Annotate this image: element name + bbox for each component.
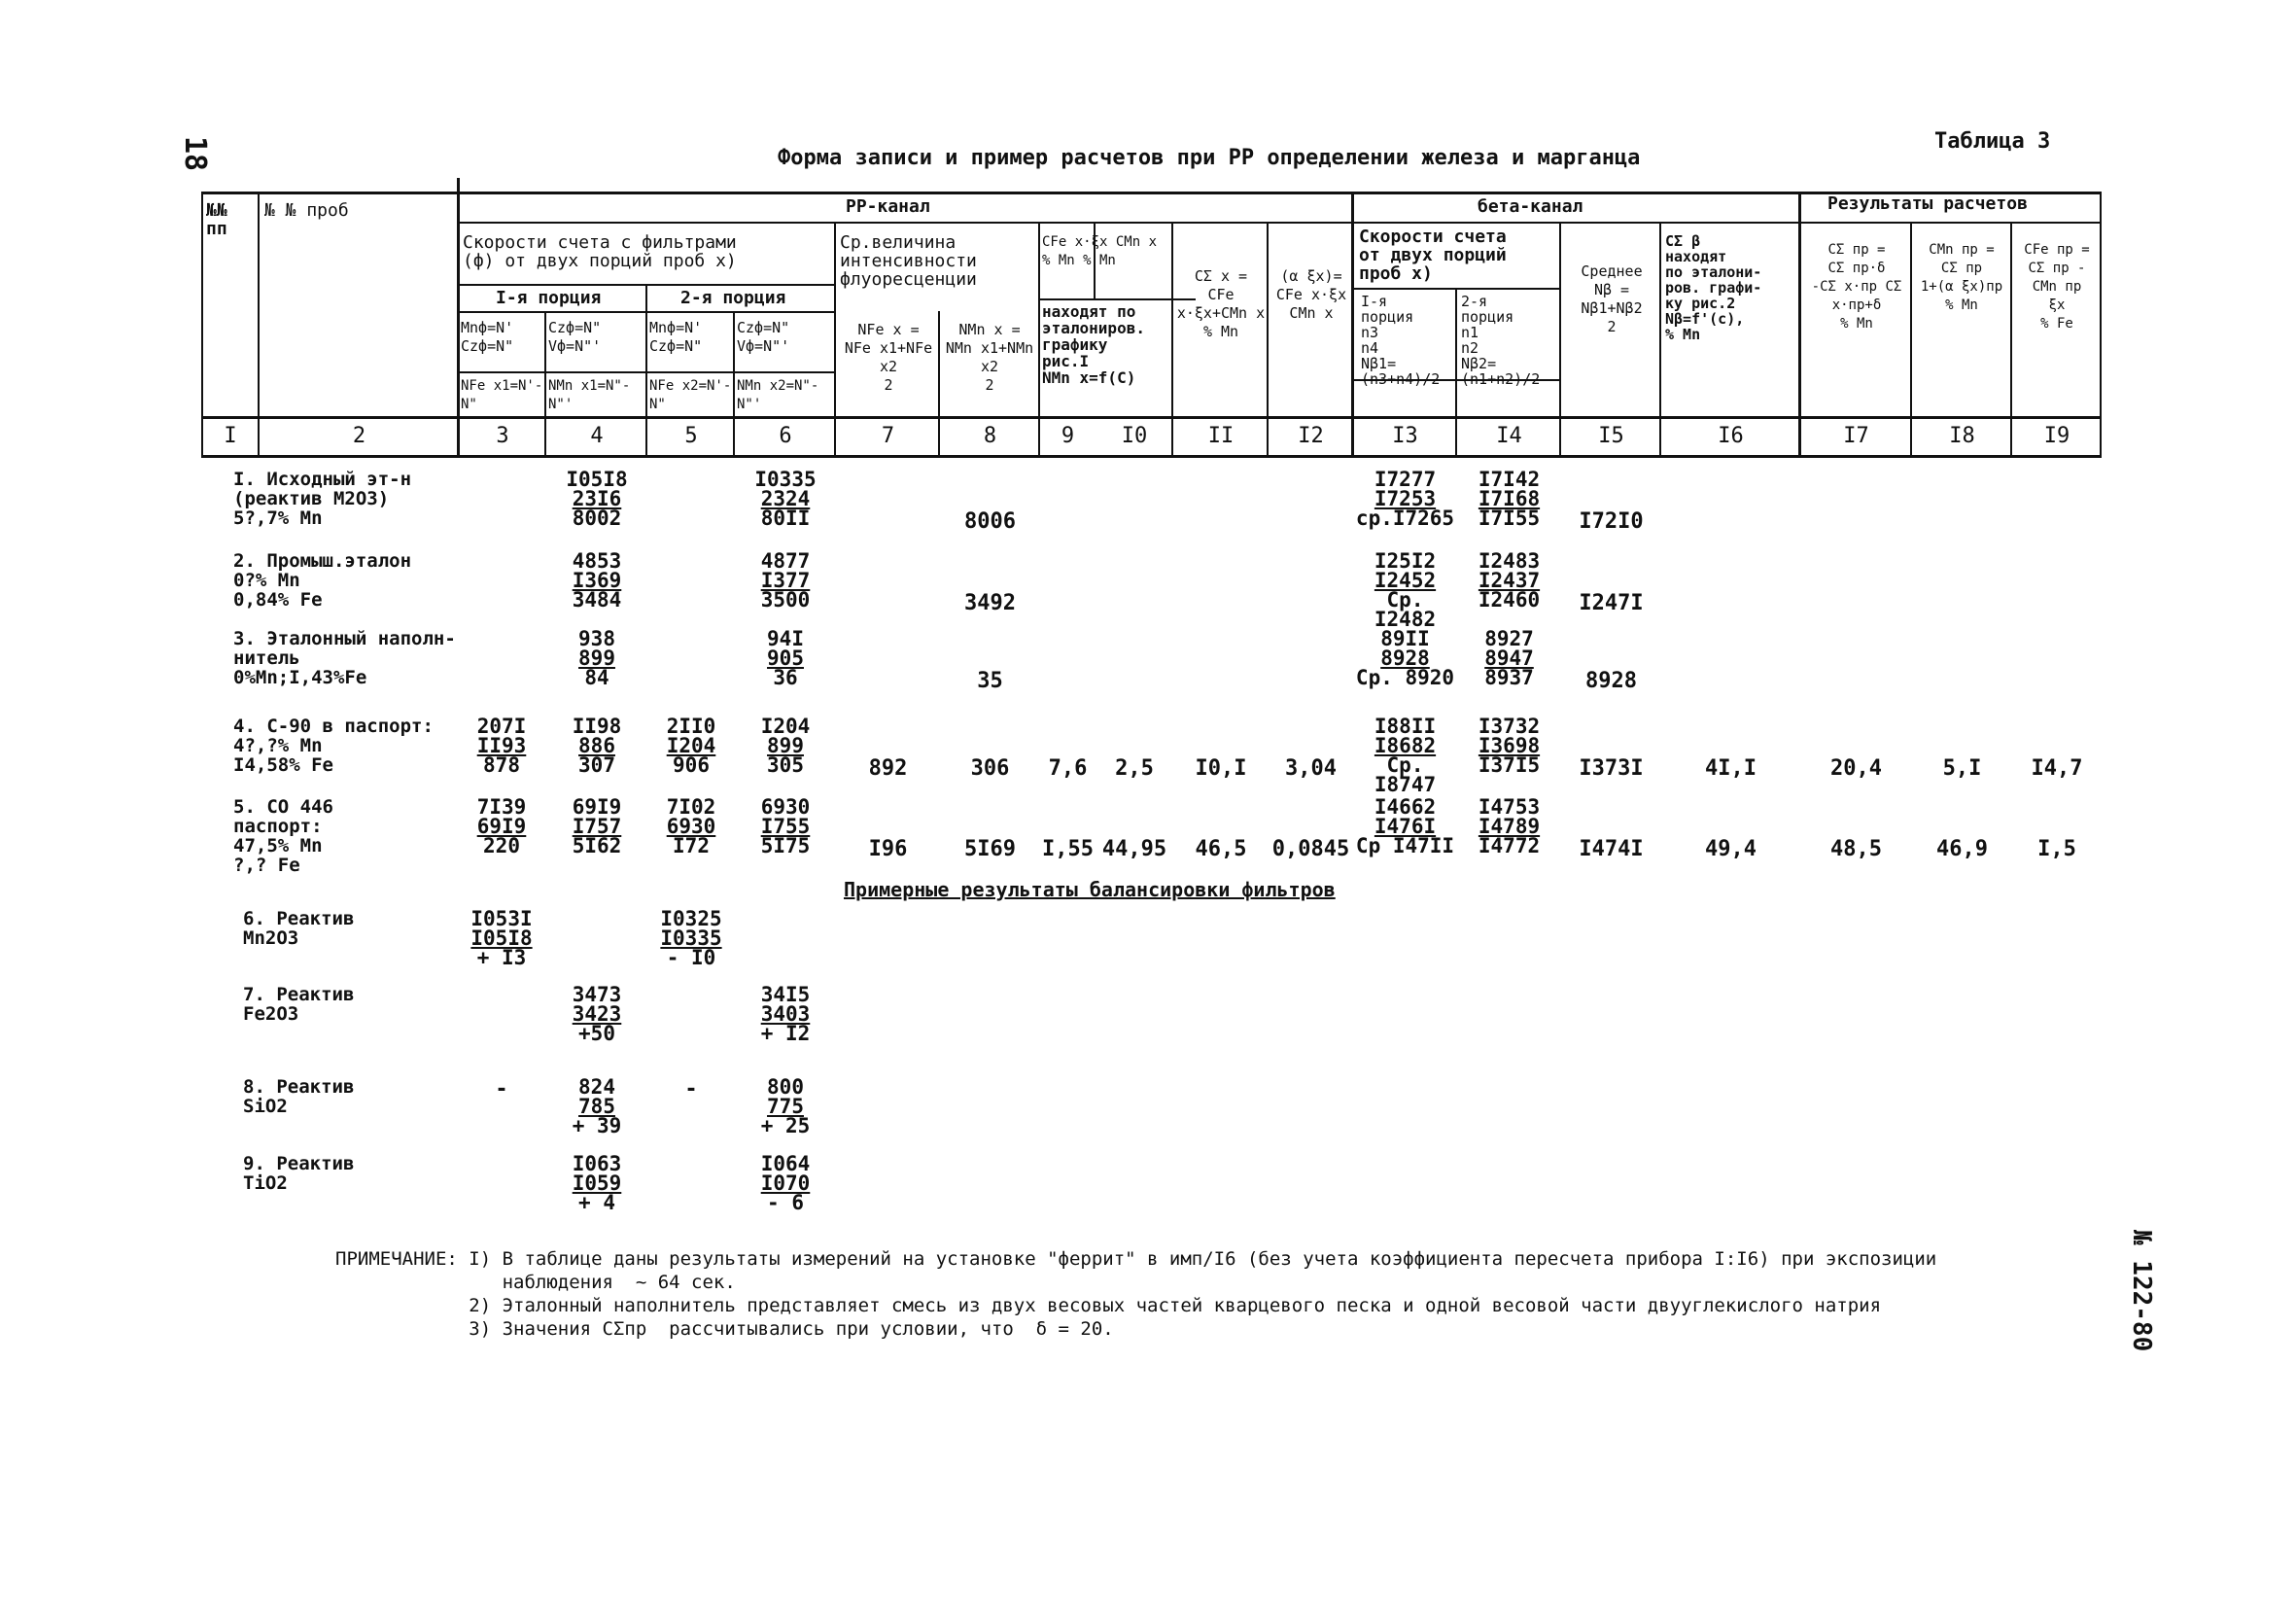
row-3-c14-line: 8947 bbox=[1484, 647, 1534, 670]
row-1-c4-line: I05I8 bbox=[566, 468, 628, 491]
row-2-c14-line: I2437 bbox=[1478, 569, 1541, 592]
row-3-c4-line: 938 bbox=[578, 627, 615, 650]
row-4-c3-line: 878 bbox=[483, 753, 520, 777]
beta-channel-header: бета-канал bbox=[1478, 197, 1583, 216]
filter-row-1-c3 bbox=[457, 909, 546, 967]
row-1-c4-line: 8002 bbox=[572, 507, 622, 530]
filter-row-3-c4-line: + 39 bbox=[572, 1114, 622, 1137]
col5-header: Mnф=N' Czф=N" bbox=[649, 319, 703, 355]
row-1-label: I. Исходный эт-н (реактив M2O3) 5?,7% Mn bbox=[233, 469, 412, 529]
row-5-c5-line: I72 bbox=[673, 834, 710, 857]
column-number-11: II bbox=[1207, 424, 1235, 448]
row-5-c5-line: 6930 bbox=[666, 815, 716, 838]
row-3-c13-line: 89II bbox=[1380, 627, 1430, 650]
row-4-c13 bbox=[1353, 717, 1457, 794]
row-3-c6-line: 905 bbox=[767, 647, 804, 670]
col14-header: 2-я порция n1 n2 Nβ2=(n1+n2)/2 bbox=[1461, 294, 1541, 387]
row-5-c3-line: 220 bbox=[483, 834, 520, 857]
row-5-c14 bbox=[1457, 797, 1561, 856]
row-3-c6 bbox=[735, 629, 836, 687]
column-number-3: 3 bbox=[496, 424, 509, 448]
row-5-c4-line: I757 bbox=[572, 815, 622, 838]
filter-row-3-c6 bbox=[735, 1077, 836, 1136]
row-3-c8: 35 bbox=[977, 669, 1003, 693]
filter-row-3-c4-line: 785 bbox=[578, 1095, 615, 1118]
row-2-c4-line: I369 bbox=[572, 569, 622, 592]
column-number-4: 4 bbox=[590, 424, 604, 448]
row-3-c14-line: 8927 bbox=[1484, 627, 1534, 650]
row-3-c13-line: 8928 bbox=[1380, 647, 1430, 670]
row-2-label: 2. Промыш.эталон 0?% Mn 0,84% Fe bbox=[233, 550, 412, 611]
row-4-c5-line: I204 bbox=[666, 734, 716, 757]
beta-rates-header: Скорости счета от двух порций проб x) bbox=[1359, 227, 1507, 283]
row-1-c13-line: I7253 bbox=[1374, 487, 1437, 510]
row-4-c16: 4I,I bbox=[1705, 756, 1757, 781]
col19-header: CFe пр = CΣ пр - CMn пр ξx % Fe bbox=[2024, 242, 2090, 332]
page-title: Форма записи и пример расчетов при РР определении железа и марганца bbox=[778, 146, 1641, 170]
row-4-c6-line: I204 bbox=[760, 715, 811, 738]
row-1-c13 bbox=[1353, 470, 1457, 528]
note-2: 2) Эталонный наполнитель представляет смесь из двух весовых частей кварцевого песка и одной весовой части двууглекислого натрия bbox=[335, 1295, 1882, 1316]
row-1-c14-line: I7I42 bbox=[1478, 468, 1541, 491]
column-number-17: I7 bbox=[1843, 424, 1869, 448]
row-5-c3 bbox=[457, 797, 546, 856]
filter-row-1-c5-line: - I0 bbox=[666, 946, 716, 969]
filter-row-3-c6-line: + 25 bbox=[760, 1114, 811, 1137]
page-number: 18 bbox=[178, 136, 212, 172]
rr-channel-header: РР-канал bbox=[846, 197, 930, 216]
results-header: Результаты расчетов bbox=[1827, 194, 2028, 213]
row-5-c4-line: 5I62 bbox=[572, 834, 622, 857]
row-1-c6 bbox=[735, 470, 836, 528]
col9-10-header: находят по эталониров. графику рис.I NMn x=f(C) bbox=[1042, 303, 1145, 386]
row-1-c14-line: I7I68 bbox=[1478, 487, 1541, 510]
col15-header: Среднее Nβ = Nβ1+Nβ2 2 bbox=[1581, 262, 1643, 335]
row-1-c13-line: ср.I7265 bbox=[1355, 507, 1455, 530]
col-npp-header: №№ пп bbox=[206, 201, 227, 238]
row-4-c14-line: I3698 bbox=[1478, 734, 1541, 757]
row-2-c6-line: 3500 bbox=[760, 588, 811, 612]
filter-row-1-c5-line: I0325 bbox=[660, 907, 722, 930]
row-4-c12: 3,04 bbox=[1285, 756, 1337, 781]
portion2-header: 2-я порция bbox=[680, 289, 786, 307]
filter-row-2-c6-line: 3403 bbox=[760, 1002, 811, 1026]
filter-row-2-c4 bbox=[546, 985, 647, 1043]
column-number-5: 5 bbox=[684, 424, 698, 448]
row-1-c13-line: I7277 bbox=[1374, 468, 1437, 491]
row-4-c13-line: I88II bbox=[1374, 715, 1437, 738]
col16-header: CΣ β находят по эталони- ров. графи- ку рис.2 Nβ=f'(c), % Mn bbox=[1665, 233, 1762, 342]
row-5-c4 bbox=[546, 797, 647, 856]
row-5-c5 bbox=[647, 797, 735, 856]
row-4-c5-line: 2II0 bbox=[666, 715, 716, 738]
row-3-c13 bbox=[1353, 629, 1457, 687]
row-1-c6-line: 80II bbox=[760, 507, 811, 530]
row-4-c14-line: I37I5 bbox=[1478, 753, 1541, 777]
filter-row-4-c6 bbox=[735, 1154, 836, 1212]
row-3-c14-line: 8937 bbox=[1484, 666, 1534, 689]
row-4-c4-line: II98 bbox=[572, 715, 622, 738]
row-5-c19: I,5 bbox=[2037, 837, 2076, 861]
filter-row-4-c6-line: I064 bbox=[760, 1152, 811, 1175]
row-2-c14-line: I2483 bbox=[1478, 549, 1541, 573]
column-number-10: I0 bbox=[1121, 424, 1148, 448]
row-4-c6 bbox=[735, 717, 836, 775]
filter-row-2-c4-line: +50 bbox=[578, 1022, 615, 1045]
row-4-c3 bbox=[457, 717, 546, 775]
row-4-c4 bbox=[546, 717, 647, 775]
row-5-c14-line: I4753 bbox=[1478, 795, 1541, 819]
row-3-c15: 8928 bbox=[1585, 669, 1637, 693]
row-5-c3-line: 7I39 bbox=[476, 795, 527, 819]
row-5-c8: 5I69 bbox=[964, 837, 1016, 861]
row-5-c13-line: Ср I47II bbox=[1355, 834, 1455, 857]
row-2-c4 bbox=[546, 551, 647, 610]
row-4-c14 bbox=[1457, 717, 1561, 775]
row-5-c14-line: I4789 bbox=[1478, 815, 1541, 838]
row-3-c4-line: 899 bbox=[578, 647, 615, 670]
row-5-c13-line: I476I bbox=[1374, 815, 1437, 838]
row-5-c14-line: I4772 bbox=[1478, 834, 1541, 857]
note-3: 3) Значения CΣпр рассчитывались при условии, что δ = 20. bbox=[335, 1318, 1114, 1340]
filter-row-1-c3-line: I05I8 bbox=[470, 926, 533, 950]
filter-row-2-c6-line: + I2 bbox=[760, 1022, 811, 1045]
row-1-c6-line: 2324 bbox=[760, 487, 811, 510]
column-number-6: 6 bbox=[779, 424, 792, 448]
column-number-16: I6 bbox=[1718, 424, 1744, 448]
row-4-c13-line: Ср. I8747 bbox=[1374, 753, 1437, 796]
col9-10-top: CFe x·ξx CMn x % Mn % Mn bbox=[1042, 234, 1158, 268]
column-number-14: I4 bbox=[1496, 424, 1522, 448]
col4-formula: NMn x1=N"-N"' bbox=[548, 378, 631, 412]
filter-balance-subtitle: Примерные результаты балансировки фильтров bbox=[844, 878, 1336, 901]
col7-8-header: Ср.величина интенсивности флуоресценции bbox=[840, 233, 977, 289]
filter-row-3-c3: - bbox=[495, 1077, 508, 1101]
filter-row-4-c4-line: I059 bbox=[572, 1171, 622, 1195]
row-4-c5 bbox=[647, 717, 735, 775]
row-4-c15: I373I bbox=[1579, 756, 1644, 781]
col3-formula: NFe x1=N'-N" bbox=[461, 378, 543, 412]
row-5-c15: I474I bbox=[1579, 837, 1644, 861]
row-2-c13-line: I25I2 bbox=[1374, 549, 1437, 573]
row-4-c17: 20,4 bbox=[1830, 756, 1882, 781]
filter-row-2-c6-line: 34I5 bbox=[760, 983, 811, 1006]
row-5-c4-line: 69I9 bbox=[572, 795, 622, 819]
filter-row-2-c4-line: 3473 bbox=[572, 983, 622, 1006]
col4-header: Czф=N" Vф=N"' bbox=[548, 319, 602, 355]
col17-header: CΣ пр = CΣ пр·δ -CΣ x·пр CΣ x·пр+δ % Mn bbox=[1811, 242, 1902, 332]
col3-header: Mnф=N' Czф=N" bbox=[461, 319, 514, 355]
filter-row-3-c4-line: 824 bbox=[578, 1075, 615, 1099]
row-4-c19: I4,7 bbox=[2031, 756, 2083, 781]
row-2-c6-line: 4877 bbox=[760, 549, 811, 573]
notes bbox=[335, 1247, 1936, 1341]
row-3-c4-line: 84 bbox=[584, 666, 609, 689]
filter-row-1-c3-line: + I3 bbox=[476, 946, 527, 969]
filter-row-1-c5-line: I0335 bbox=[660, 926, 722, 950]
row-4-c9: 7,6 bbox=[1048, 756, 1088, 781]
column-number-12: I2 bbox=[1298, 424, 1324, 448]
column-number-15: I5 bbox=[1598, 424, 1624, 448]
row-2-c13-line: I2452 bbox=[1374, 569, 1437, 592]
row-4-c4-line: 886 bbox=[578, 734, 615, 757]
col7-header: NFe x = NFe x1+NFe x2 2 bbox=[844, 321, 933, 394]
filter-row-4-c6-line: I070 bbox=[760, 1171, 811, 1195]
row-4-c8: 306 bbox=[970, 756, 1010, 781]
row-5-c6-line: 6930 bbox=[760, 795, 811, 819]
column-number-1: I bbox=[224, 424, 237, 448]
filter-row-4-c6-line: - 6 bbox=[767, 1191, 804, 1214]
filter-row-3-c6-line: 775 bbox=[767, 1095, 804, 1118]
row-5-c11: 46,5 bbox=[1195, 837, 1247, 861]
count-rate-filters-header: Скорости счета с фильтрами (ф) от двух порций проб x) bbox=[463, 233, 737, 270]
row-5-c7: I96 bbox=[868, 837, 908, 861]
column-number-2: 2 bbox=[352, 424, 366, 448]
row-1-c8: 8006 bbox=[964, 509, 1016, 534]
row-1-c15: I72I0 bbox=[1579, 509, 1644, 534]
row-3-c14 bbox=[1457, 629, 1561, 687]
row-5-c6-line: 5I75 bbox=[760, 834, 811, 857]
filter-row-2-c6 bbox=[735, 985, 836, 1043]
document-code: № 122-80 bbox=[2127, 1230, 2156, 1352]
row-4-c5-line: 906 bbox=[673, 753, 710, 777]
row-2-c8: 3492 bbox=[964, 591, 1016, 615]
filter-row-3-c4 bbox=[546, 1077, 647, 1136]
row-4-c10: 2,5 bbox=[1115, 756, 1154, 781]
col18-header: CMn пр = CΣ пр 1+(α ξx)пр % Mn bbox=[1920, 242, 2003, 313]
column-number-19: I9 bbox=[2043, 424, 2070, 448]
row-4-label: 4. С-90 в паспорт: 4?,?% Mn I4,58% Fe bbox=[233, 716, 434, 776]
row-5-c13 bbox=[1353, 797, 1457, 856]
row-1-c14 bbox=[1457, 470, 1561, 528]
row-4-c14-line: I3732 bbox=[1478, 715, 1541, 738]
row-3-c13-line: Ср. 8920 bbox=[1355, 666, 1455, 689]
row-5-c6-line: I755 bbox=[760, 815, 811, 838]
row-5-c3-line: 69I9 bbox=[476, 815, 527, 838]
row-3-c6-line: 94I bbox=[767, 627, 804, 650]
note-1: ПРИМЕЧАНИЕ: I) В таблице даны результаты измерений на установке "феррит" в имп/I6 (без учета коэффициента пересчета прибора I:I6) при экспозиции bbox=[335, 1248, 1937, 1270]
row-5-c18: 46,9 bbox=[1936, 837, 1988, 861]
filter-row-3-c6-line: 800 bbox=[767, 1075, 804, 1099]
row-4-c6-line: 305 bbox=[767, 753, 804, 777]
column-number-7: 7 bbox=[881, 424, 895, 448]
row-4-c18: 5,I bbox=[1942, 756, 1982, 781]
col-sample-header: № № проб bbox=[264, 201, 349, 220]
column-number-18: I8 bbox=[1949, 424, 1975, 448]
row-2-c6-line: I377 bbox=[760, 569, 811, 592]
row-3-c6-line: 36 bbox=[773, 666, 798, 689]
row-4-c11: I0,I bbox=[1195, 756, 1247, 781]
row-4-c13-line: I8682 bbox=[1374, 734, 1437, 757]
filter-row-2-label: 7. Реактив Fe2O3 bbox=[243, 984, 355, 1025]
row-2-c6 bbox=[735, 551, 836, 610]
portion1-header: I-я порция bbox=[496, 289, 602, 307]
row-5-c16: 49,4 bbox=[1705, 837, 1757, 861]
row-5-c9: I,55 bbox=[1042, 837, 1094, 861]
filter-row-3-c5: - bbox=[684, 1077, 698, 1101]
column-number-9: 9 bbox=[1061, 424, 1075, 448]
col8-header: NMn x = NMn x1+NMn x2 2 bbox=[945, 321, 1034, 394]
row-5-label: 5. СО 446 паспорт: 47,5% Mn ?,? Fe bbox=[233, 796, 333, 876]
row-5-c12: 0,0845 bbox=[1271, 837, 1350, 861]
row-4-c6-line: 899 bbox=[767, 734, 804, 757]
row-3-c4 bbox=[546, 629, 647, 687]
row-2-c14 bbox=[1457, 551, 1561, 610]
filter-row-4-c4 bbox=[546, 1154, 647, 1212]
row-2-c4-line: 3484 bbox=[572, 588, 622, 612]
row-2-c14-line: I2460 bbox=[1478, 588, 1541, 612]
column-number-8: 8 bbox=[983, 424, 997, 448]
row-5-c6 bbox=[735, 797, 836, 856]
row-4-c7: 892 bbox=[868, 756, 908, 781]
filter-row-4-c4-line: + 4 bbox=[578, 1191, 615, 1214]
row-2-c15: I247I bbox=[1579, 591, 1644, 615]
row-2-c13 bbox=[1353, 551, 1457, 629]
filter-row-3-label: 8. Реактив SiO2 bbox=[243, 1076, 355, 1117]
note-1-cont: наблюдения ~ 64 сек. bbox=[335, 1272, 736, 1293]
row-1-c6-line: I0335 bbox=[754, 468, 817, 491]
row-1-c14-line: I7I55 bbox=[1478, 507, 1541, 530]
row-5-c17: 48,5 bbox=[1830, 837, 1882, 861]
col13-header: I-я порция n3 n4 Nβ1=(n3+n4)/2 bbox=[1361, 294, 1441, 387]
row-4-c3-line: II93 bbox=[476, 734, 527, 757]
row-2-c4-line: 4853 bbox=[572, 549, 622, 573]
col5-formula: NFe x2=N'-N" bbox=[649, 378, 732, 412]
filter-row-2-c4-line: 3423 bbox=[572, 1002, 622, 1026]
row-4-c3-line: 207I bbox=[476, 715, 527, 738]
table-label: Таблица 3 bbox=[1934, 129, 2051, 154]
row-5-c10: 44,95 bbox=[1101, 837, 1167, 861]
col6-header: Czф=N" Vф=N"' bbox=[737, 319, 790, 355]
column-number-13: I3 bbox=[1392, 424, 1418, 448]
filter-row-1-c3-line: I053I bbox=[470, 907, 533, 930]
col11-header: CΣ x = CFe x·ξx+CMn x % Mn bbox=[1176, 267, 1266, 340]
filter-row-1-c5 bbox=[647, 909, 735, 967]
row-1-c4-line: 23I6 bbox=[572, 487, 622, 510]
row-5-c13-line: I4662 bbox=[1374, 795, 1437, 819]
row-2-c13-line: Ср. I2482 bbox=[1374, 588, 1437, 631]
row-1-c4 bbox=[546, 470, 647, 528]
row-4-c4-line: 307 bbox=[578, 753, 615, 777]
filter-row-4-c4-line: I063 bbox=[572, 1152, 622, 1175]
col6-formula: NMn x2=N"-N"' bbox=[737, 378, 819, 412]
filter-row-1-label: 6. Реактив Mn2O3 bbox=[243, 908, 355, 949]
col12-header: (α ξx)= CFe x·ξx CMn x bbox=[1275, 267, 1347, 322]
filter-row-4-label: 9. Реактив TiO2 bbox=[243, 1153, 355, 1194]
row-5-c5-line: 7I02 bbox=[666, 795, 716, 819]
row-3-label: 3. Эталонный наполн- нитель 0%Mn;I,43%Fe bbox=[233, 628, 456, 688]
